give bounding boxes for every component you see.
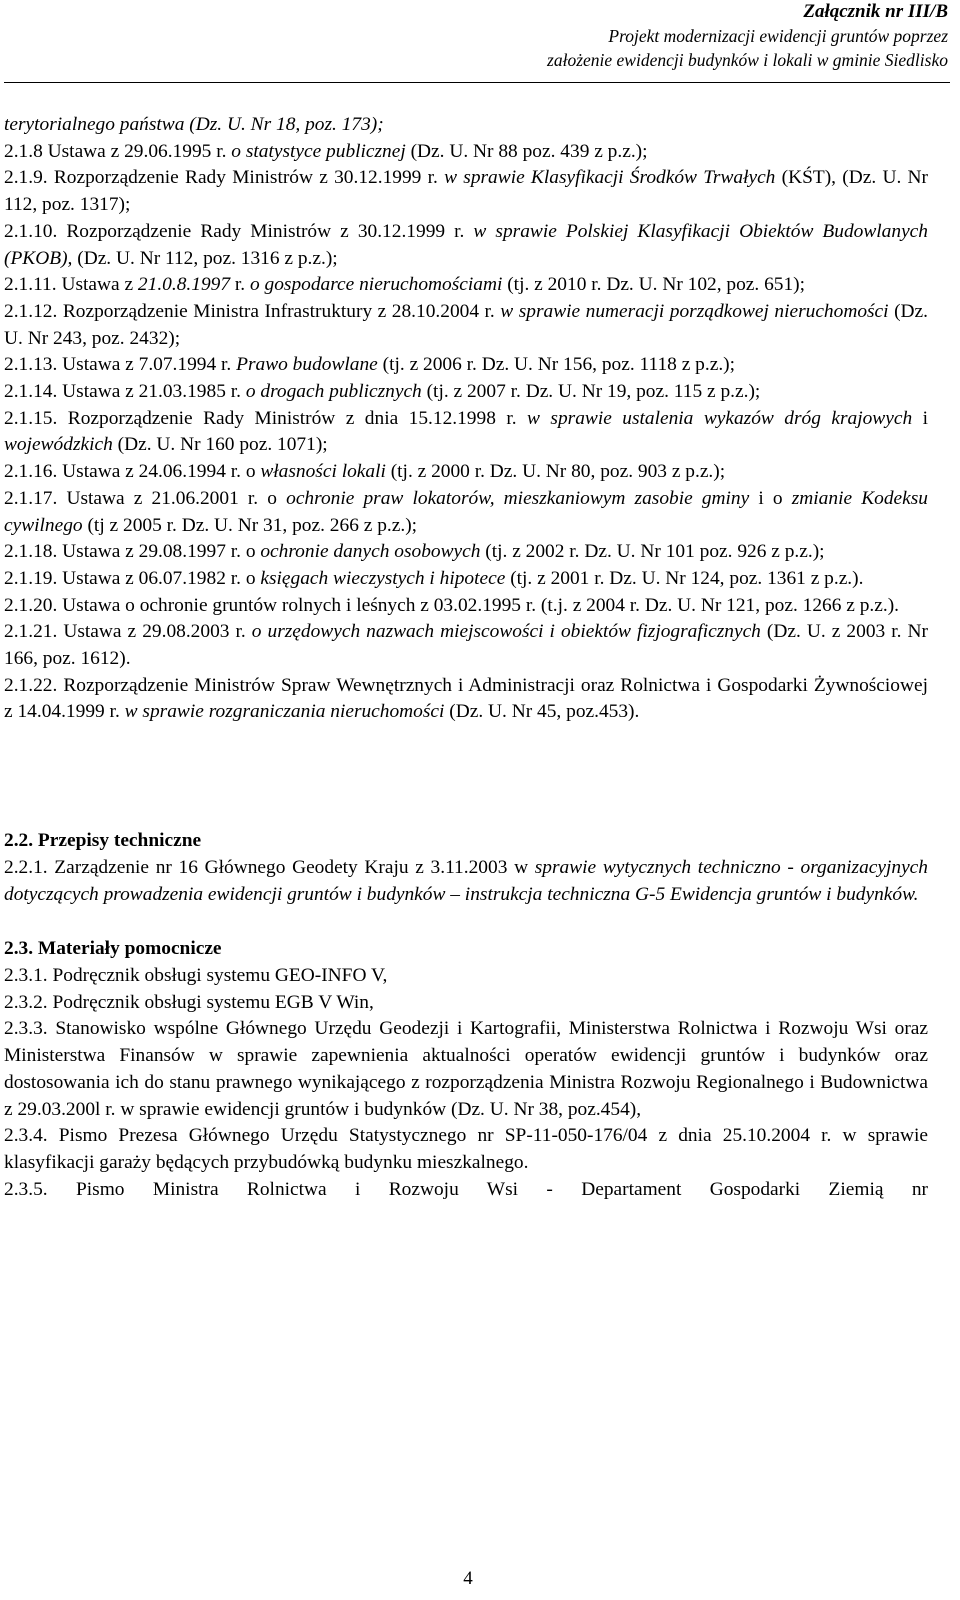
list-item: 2.1.13. Ustawa z 7.07.1994 r. Prawo budowlane (tj. z 2006 r. Dz. U. Nr 156, poz. 1118 z p.z.); xyxy=(4,354,736,376)
list-item: 2.1.9. Rozporządzenie Rady Ministrów z 30.12.1999 r. w sprawie Klasyfikacji Środków Trwałych (KŚT), (Dz. U. Nr 112, poz. 1317); xyxy=(4,167,928,216)
list-item: 2.3.3. Stanowisko wspólne Głównego Urzędu Geodezji i Kartografii, Ministerstwa Rolnictwa i Rozwoju Wsi oraz Ministerstwa Finansów w sprawie zapewnienia aktualności operatów ewidencji gruntów i budynków oraz dostosowania ich do stanu prawnego wynikającego z rozporządzenia Ministra Rozwoju Regionalnego i Budownictwa z 29.03.200l r. w sprawie ewidencji gruntów i budynków (Dz. U. Nr 38, poz.454), xyxy=(4,1018,928,1120)
header-rule xyxy=(4,82,950,83)
list-item: 2.1.8 Ustawa z 29.06.1995 r. o statystyce publicznej (Dz. U. Nr 88 poz. 439 z p.z.); xyxy=(4,140,648,162)
project-title-line-2: założenie ewidencji budynków i lokali w gminie Siedlisko xyxy=(547,50,948,70)
attachment-title: Załącznik nr III/B xyxy=(803,1,948,22)
project-title-line-1: Projekt modernizacji ewidencji gruntów poprzez xyxy=(608,26,948,46)
list-item: 2.1.12. Rozporządzenie Ministra Infrastruktury z 28.10.2004 r. w sprawie numeracji porządkowej nieruchomości (Dz. U. Nr 243, poz. 2432); xyxy=(4,300,928,349)
list-item: 2.1.20. Ustawa o ochronie gruntów rolnych i leśnych z 03.02.1995 r. (t.j. z 2004 r. Dz. U. Nr 121, poz. 1266 z p.z.). xyxy=(4,594,900,616)
section-heading-2-2: 2.2. Przepisy techniczne xyxy=(4,830,202,852)
section-spacer xyxy=(4,908,928,936)
list-item: 2.1.21. Ustawa z 29.08.2003 r. o urzędowych nazwach miejscowości i obiektów fizjograficznych (Dz. U. z 2003 r. Nr 166, poz. 1612). xyxy=(4,621,928,670)
list-item: 2.3.1. Podręcznik obsługi systemu GEO-INFO V, xyxy=(4,964,388,986)
list-item: 2.1.17. Ustawa z 21.06.2001 r. o ochronie praw lokatorów, mieszkaniowym zasobie gminy i o zmianie Kodeksu cywilnego (tj z 2005 r. Dz. U. Nr 31, poz. 266 z p.z.); xyxy=(4,487,928,536)
list-item: 2.3.5. Pismo Ministra Rolnictwa i Rozwoju Wsi - Departament Gospodarki Ziemią nr xyxy=(4,1178,928,1200)
page-number: 4 xyxy=(463,1568,473,1589)
list-item: 2.1.14. Ustawa z 21.03.1985 r. o drogach publicznych (tj. z 2007 r. Dz. U. Nr 19, poz. 115 z p.z.); xyxy=(4,381,761,403)
list-item: 2.1.22. Rozporządzenie Ministrów Spraw Wewnętrznych i Administracji oraz Rolnictwa i Gospodarki Żywnościowej z 14.04.1999 r. w sprawie rozgraniczania nieruchomości (Dz. U. Nr 45, poz.453). xyxy=(4,674,928,723)
page-header xyxy=(547,0,948,72)
list-item: 2.1.10. Rozporządzenie Rady Ministrów z 30.12.1999 r. w sprawie Polskiej Klasyfikacji Obiektów Budowlanych (PKOB), (Dz. U. Nr 112, poz. 1316 z p.z.); xyxy=(4,220,928,269)
list-item: 2.1.18. Ustawa z 29.08.1997 r. o ochronie danych osobowych (tj. z 2002 r. Dz. U. Nr 101 poz. 926 z p.z.); xyxy=(4,541,825,563)
list-item: 2.3.4. Pismo Prezesa Głównego Urzędu Statystycznego nr SP-11-050-176/04 z dnia 25.10.2004 r. w sprawie klasyfikacji garaży będących przybudówką budynku mieszkalnego. xyxy=(4,1125,928,1173)
list-item: 2.2.1. Zarządzenie nr 16 Głównego Geodety Kraju z 3.11.2003 w sprawie wytycznych techniczno - organizacyjnych dotyczących prowadzenia ewidencji gruntów i budynków – instrukcja techniczna G-5 Ewidencja gruntów i budynków. xyxy=(4,856,928,905)
list-item: 2.1.15. Rozporządzenie Rady Ministrów z dnia 15.12.1998 r. w sprawie ustalenia wykazów dróg krajowych i wojewódzkich (Dz. U. Nr 160 poz. 1071); xyxy=(4,407,928,456)
list-item: 2.1.11. Ustawa z 21.0.8.1997 r. o gospodarce nieruchomościami (tj. z 2010 r. Dz. U. Nr 102, poz. 651); xyxy=(4,274,806,296)
document-body xyxy=(4,112,928,1203)
law-text: terytorialnego państwa (Dz. U. Nr 18, poz. 173); xyxy=(4,114,384,135)
list-item xyxy=(4,112,928,139)
section-heading-2-3: 2.3. Materiały pomocnicze xyxy=(4,938,222,960)
section-spacer xyxy=(4,726,928,828)
list-item: 2.1.16. Ustawa z 24.06.1994 r. o własności lokali (tj. z 2000 r. Dz. U. Nr 80, poz. 903 z p.z.); xyxy=(4,461,726,483)
list-item: 2.3.2. Podręcznik obsługi systemu EGB V Win, xyxy=(4,991,374,1013)
list-item: 2.1.19. Ustawa z 06.07.1982 r. o księgach wieczystych i hipotece (tj. z 2001 r. Dz. U. Nr 124, poz. 1361 z p.z.). xyxy=(4,567,864,589)
